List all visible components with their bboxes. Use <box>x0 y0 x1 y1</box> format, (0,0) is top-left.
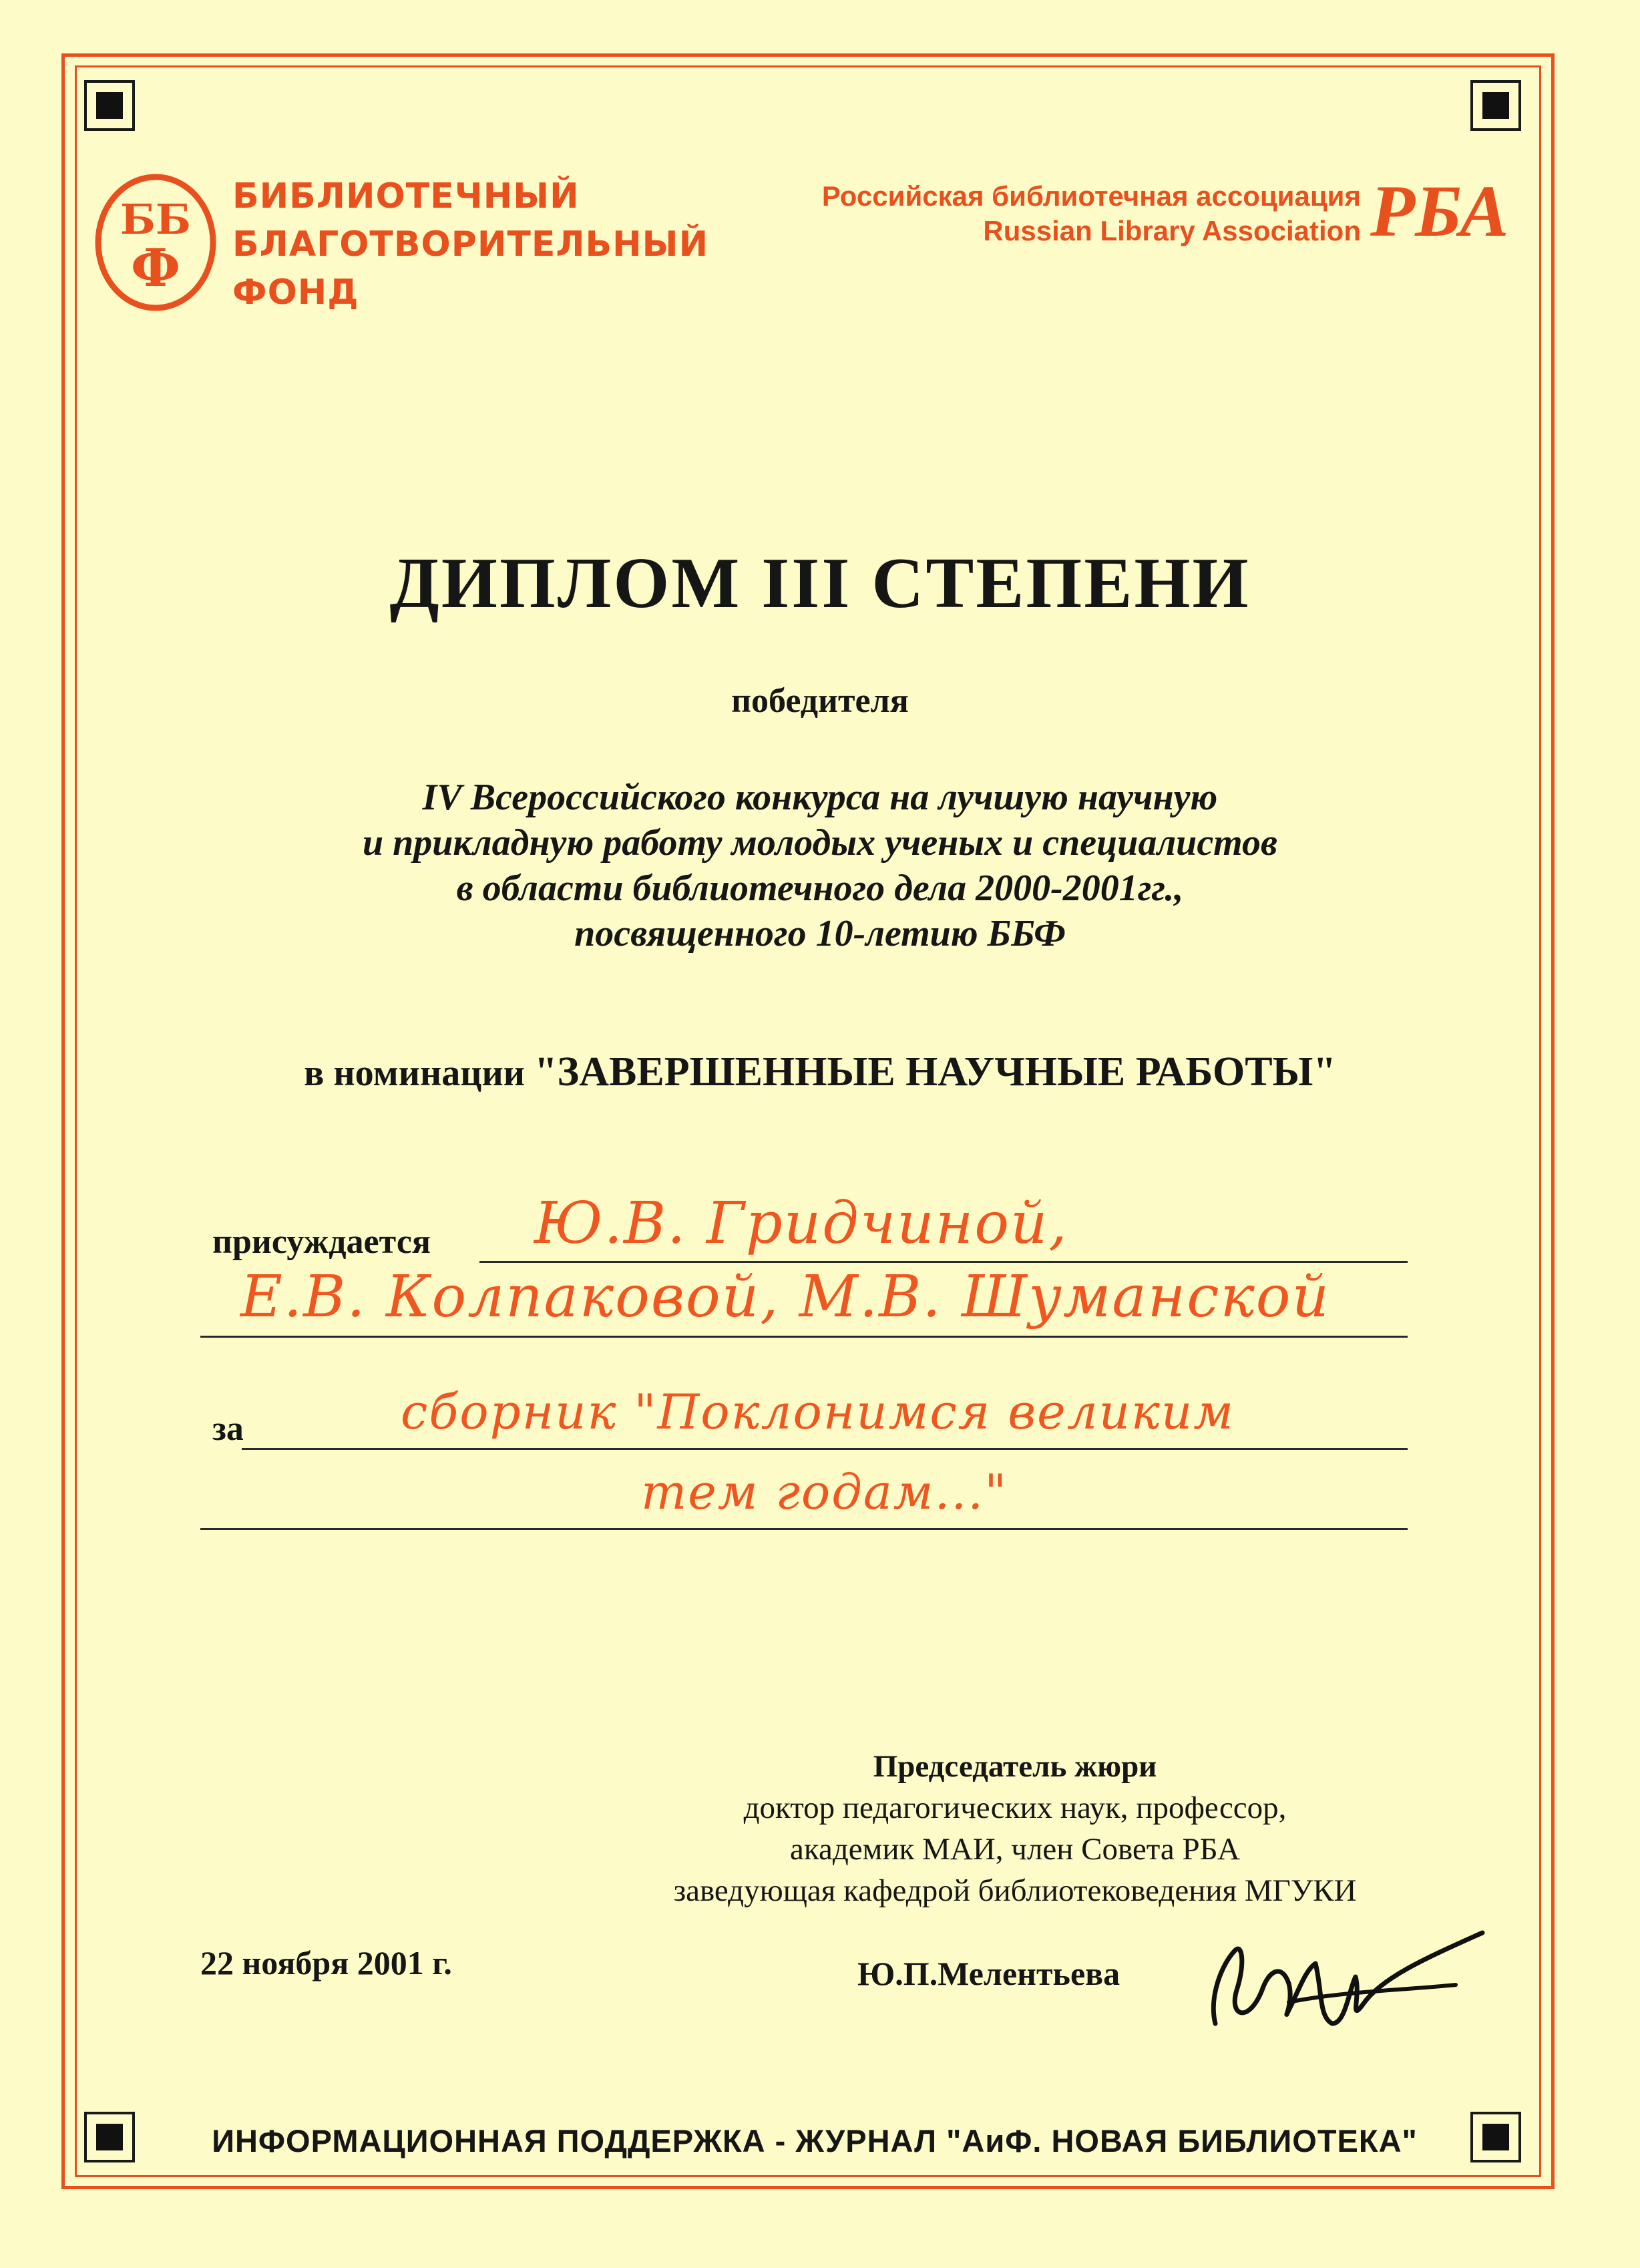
diploma-title: ДИПЛОМ III СТЕПЕНИ <box>389 544 1251 623</box>
contest-description <box>0 775 1640 956</box>
jury-chair-name: Ю.П.Мелентьева <box>857 1955 1120 1992</box>
rba-name-en: Russian Library Association <box>983 215 1361 246</box>
bbf-name-line: ФОНД <box>232 272 359 313</box>
bbf-name <box>232 172 708 317</box>
rba-name <box>822 179 1361 248</box>
fill-line <box>200 1528 1408 1530</box>
recipients-line-1: Ю.В. Гридчиной, <box>534 1190 1068 1257</box>
rba-name-ru: Российская библиотечная ассоциация <box>821 180 1361 212</box>
nomination <box>0 1049 1640 1096</box>
corner-square-icon <box>84 2112 135 2162</box>
contest-line: посвященного 10-летию ББФ <box>574 913 1066 954</box>
footer-info-support: ИНФОРМАЦИОННАЯ ПОДДЕРЖКА - ЖУРНАЛ "АиФ. НОВАЯ БИБЛИОТЕКА" <box>212 2123 1418 2158</box>
jury-credential: заведующая кафедрой библиотековедения МГУКИ <box>673 1873 1357 1908</box>
jury-credential: академик МАИ, член Совета РБА <box>790 1832 1240 1867</box>
fill-line <box>200 1336 1408 1338</box>
issue-date: 22 ноября 2001 г. <box>200 1944 452 1981</box>
for-label: за <box>212 1410 244 1448</box>
work-line-2: тем годам..." <box>641 1464 1008 1520</box>
recipients-line-2: Е.В. Колпаковой, М.В. Шуманской <box>240 1264 1330 1330</box>
jury-block <box>534 1746 1496 1911</box>
work-line-1: сборник "Поклонимся великим <box>401 1384 1235 1440</box>
fill-line <box>479 1261 1408 1263</box>
corner-square-icon <box>84 80 135 131</box>
bbf-logo-icon <box>92 172 219 313</box>
contest-line: и прикладную работу молодых ученых и специалистов <box>362 822 1278 864</box>
bbf-name-line: БЛАГОТВОРИТЕЛЬНЫЙ <box>232 224 709 264</box>
contest-line: в области библиотечного дела 2000-2001гг., <box>456 868 1184 909</box>
jury-chair-title: Председатель жюри <box>873 1749 1157 1784</box>
contest-line: IV Всероссийского конкурса на лучшую научную <box>422 777 1218 818</box>
rba-logo: РБА <box>1370 170 1509 252</box>
jury-credential: доктор педагогических наук, профессор, <box>743 1790 1287 1825</box>
signature-icon <box>1189 1923 1496 2044</box>
nomination-value: "ЗАВЕРШЕННЫЕ НАУЧНЫЕ РАБОТЫ" <box>534 1049 1336 1095</box>
corner-square-icon <box>1470 2112 1521 2162</box>
svg-text:Ф: Ф <box>130 238 181 299</box>
svg-text:ББ: ББ <box>120 195 191 244</box>
corner-square-icon <box>1470 80 1521 131</box>
bbf-name-line: БИБЛИОТЕЧНЫЙ <box>232 176 580 216</box>
awarded-label: присуждается <box>212 1223 431 1261</box>
nomination-prefix: в номинации <box>304 1053 526 1094</box>
diploma-subtitle: победителя <box>731 682 909 720</box>
fill-line <box>242 1448 1408 1450</box>
